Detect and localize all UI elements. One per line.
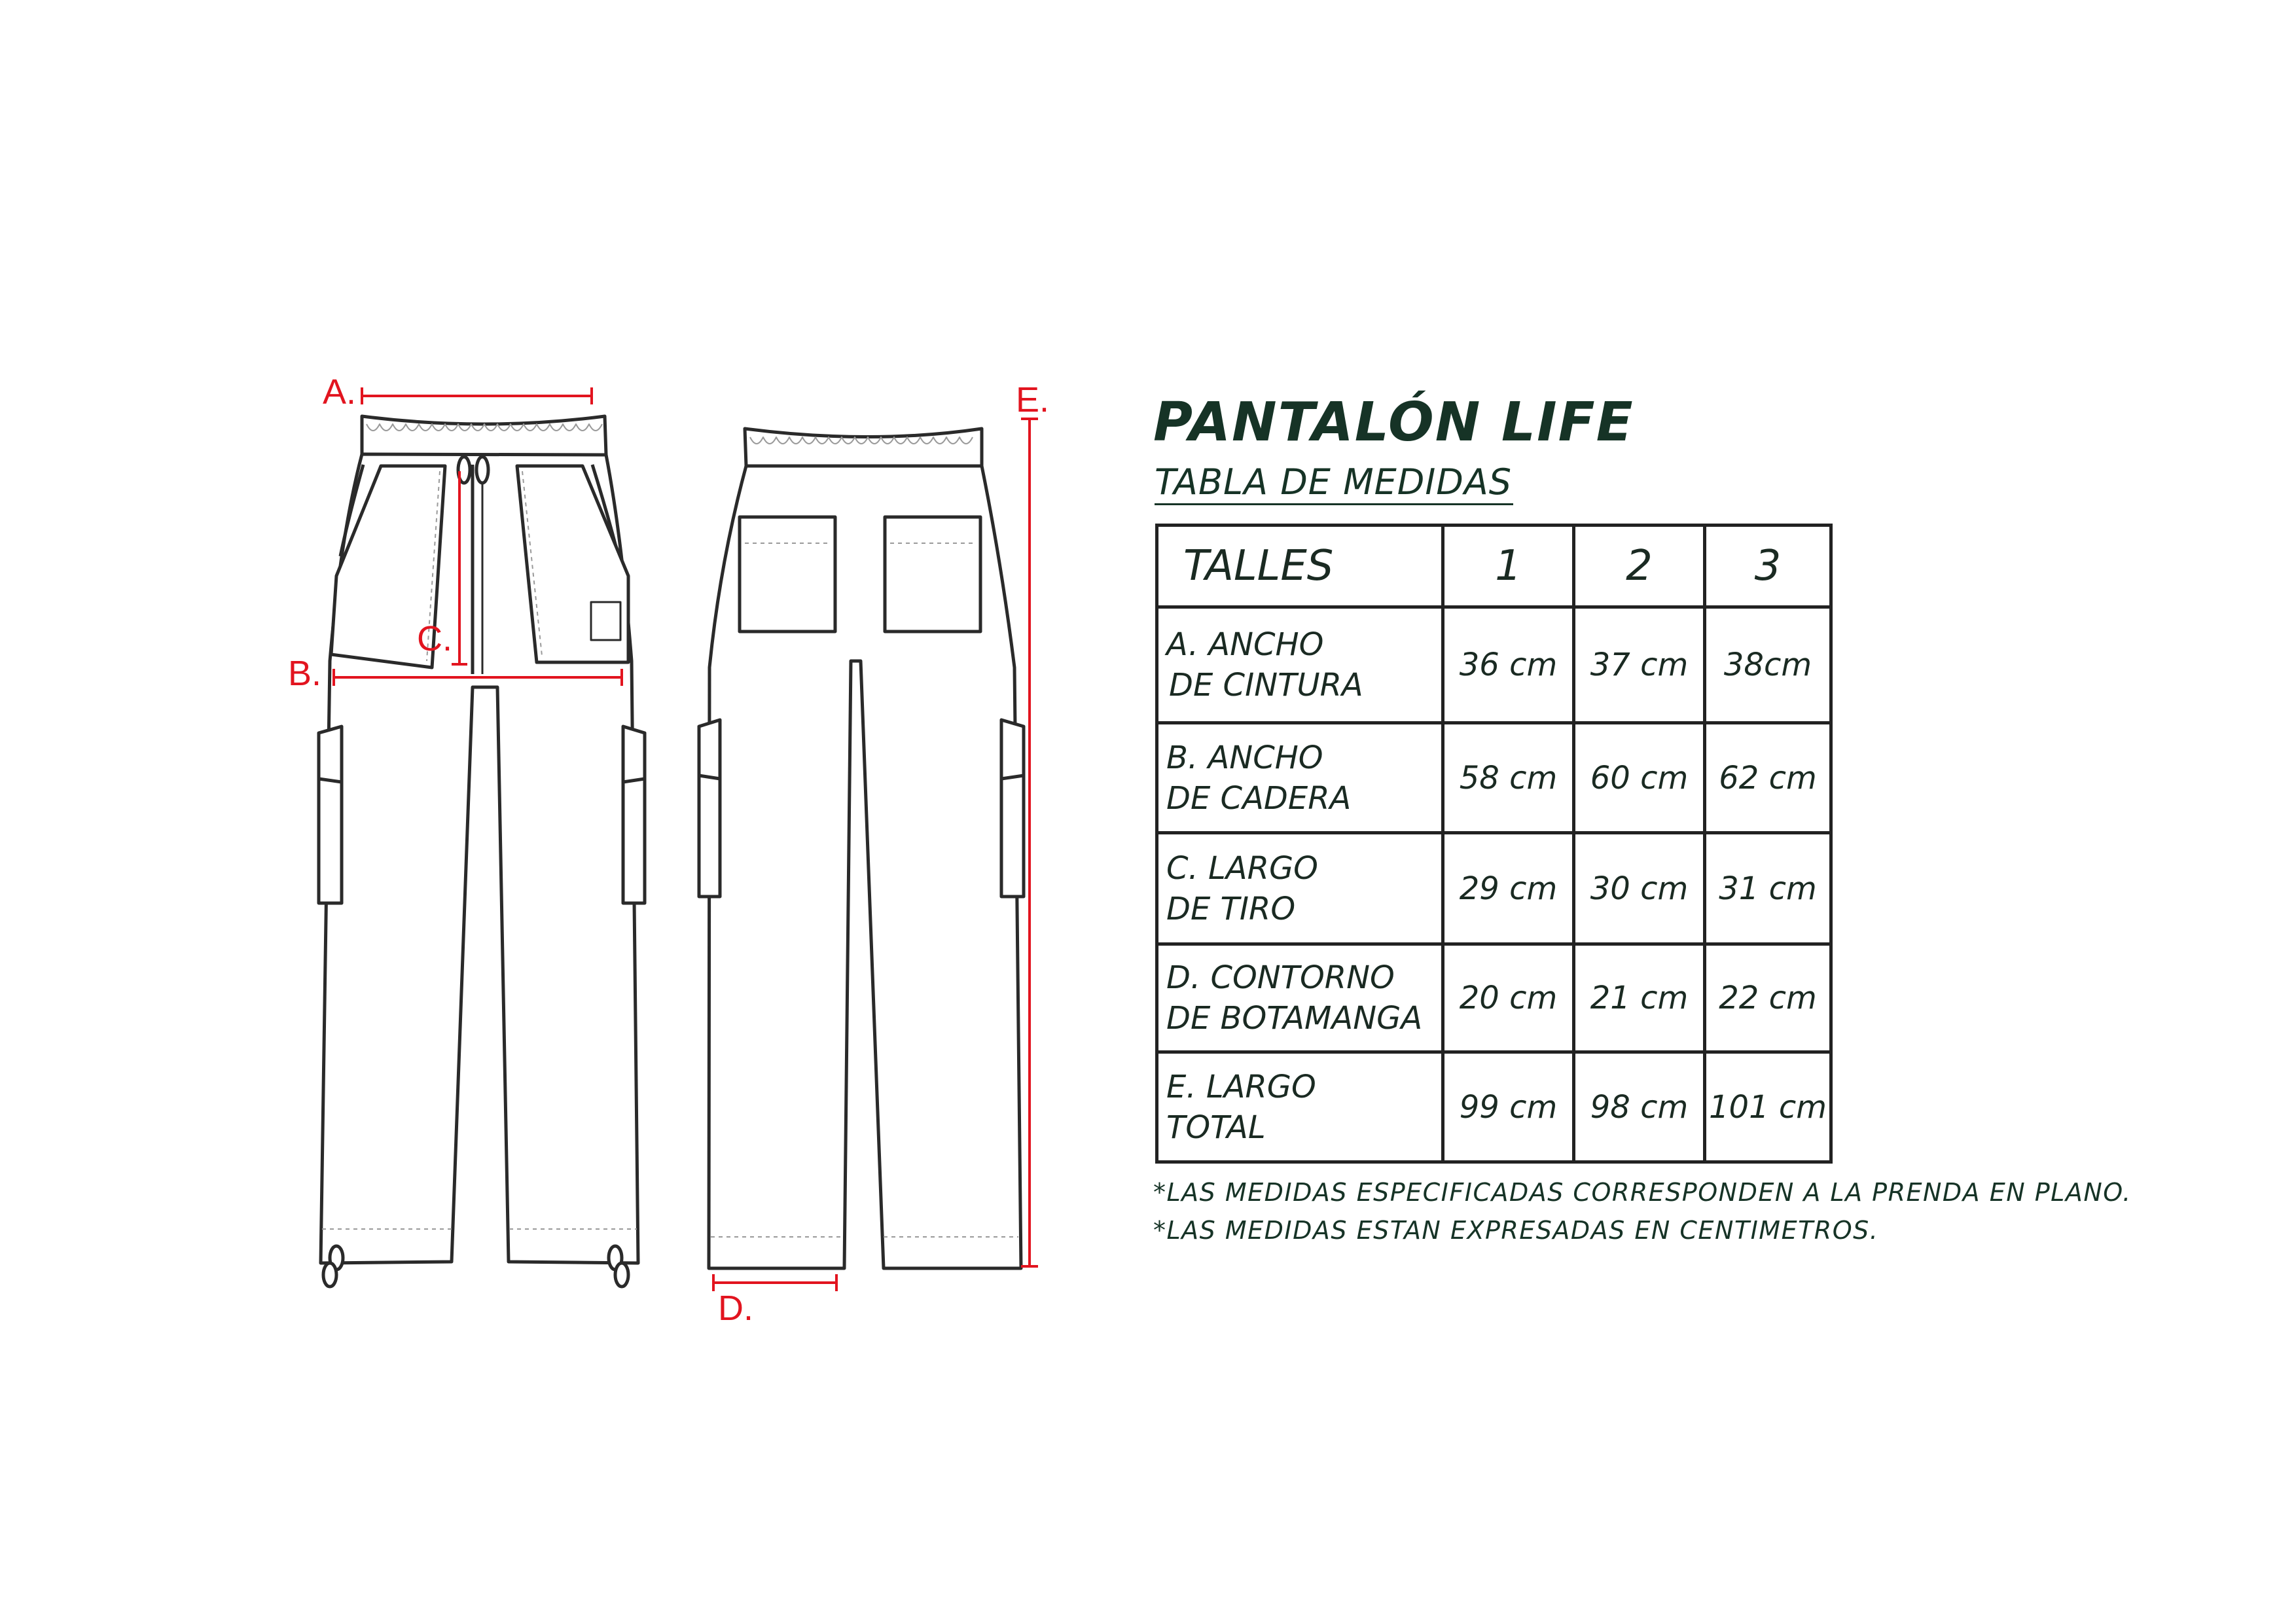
footnote: *LAS MEDIDAS ESPECIFICADAS CORRESPONDEN A LA PRENDA EN PLANO. [1153, 1178, 2132, 1207]
table-cell: 30 cm [1574, 833, 1705, 944]
measure-label-c: C. [417, 619, 452, 658]
drawstring-right [476, 457, 488, 483]
measure-name-cell [1157, 1052, 1443, 1162]
back-left-cargo-pocket [699, 720, 720, 897]
table-cell: 29 cm [1443, 833, 1574, 944]
table-cell: 38cm [1705, 607, 1831, 723]
back-right-pocket [885, 517, 980, 632]
measure-name-cell [1157, 944, 1443, 1052]
measure-name: C. LARGO [1166, 849, 1318, 887]
footnote: *LAS MEDIDAS ESTAN EXPRESADAS EN CENTIMETROS. [1153, 1216, 1879, 1245]
page-subtitle: TABLA DE MEDIDAS [1155, 461, 1513, 505]
measure-name: DE CADERA [1166, 779, 1352, 817]
front-right-cargo-pocket [623, 726, 645, 903]
table-header: 2 [1574, 526, 1705, 607]
page-title: PANTALÓN LIFE [1153, 391, 1634, 454]
table-cell: 60 cm [1574, 723, 1705, 833]
measure-name: TOTAL [1166, 1109, 1266, 1146]
table-row [1157, 723, 1831, 833]
measure-name-cell [1157, 833, 1443, 944]
front-pants-sketch [319, 416, 645, 1287]
table-cell: 36 cm [1443, 607, 1574, 723]
table-cell: 62 cm [1705, 723, 1831, 833]
table-cell: 98 cm [1574, 1052, 1705, 1162]
table-header: 1 [1443, 526, 1574, 607]
measure-name-cell [1157, 723, 1443, 833]
measure-label-e: E. [1016, 380, 1050, 419]
back-left-pocket [740, 517, 835, 632]
measure-name: E. LARGO [1166, 1068, 1316, 1105]
table-cell: 101 cm [1705, 1052, 1831, 1162]
table-row [1157, 1052, 1831, 1162]
measure-name: DE TIRO [1166, 890, 1296, 927]
measure-name: A. ANCHO [1166, 626, 1324, 663]
back-pants-sketch [699, 429, 1024, 1268]
size-table [1155, 524, 1833, 1164]
pants-technical-drawing [0, 0, 1113, 1623]
hem-toggle-left-2 [323, 1263, 336, 1287]
measure-name: DE BOTAMANGA [1166, 1000, 1423, 1037]
table-cell: 20 cm [1443, 944, 1574, 1052]
measure-label-b: B. [288, 654, 322, 693]
hem-toggle-right-2 [615, 1263, 628, 1287]
measure-label-d: D. [718, 1289, 753, 1328]
table-cell: 37 cm [1574, 607, 1705, 723]
table-cell: 31 cm [1705, 833, 1831, 944]
table-cell: 21 cm [1574, 944, 1705, 1052]
table-row [1157, 607, 1831, 723]
table-cell: 22 cm [1705, 944, 1831, 1052]
measure-name: D. CONTORNO [1166, 959, 1395, 996]
table-header: TALLES [1157, 526, 1443, 607]
measure-name-cell [1157, 607, 1443, 723]
table-row [1157, 833, 1831, 944]
table-header-row [1157, 526, 1831, 607]
table-row [1157, 944, 1831, 1052]
table-cell: 99 cm [1443, 1052, 1574, 1162]
measure-name: DE CINTURA [1169, 667, 1363, 704]
measure-name: B. ANCHO [1166, 739, 1323, 776]
front-left-cargo-pocket [319, 726, 342, 903]
measure-label-a: A. [323, 372, 357, 412]
table-cell: 58 cm [1443, 723, 1574, 833]
back-right-cargo-pocket [1001, 720, 1024, 897]
table-header: 3 [1705, 526, 1831, 607]
